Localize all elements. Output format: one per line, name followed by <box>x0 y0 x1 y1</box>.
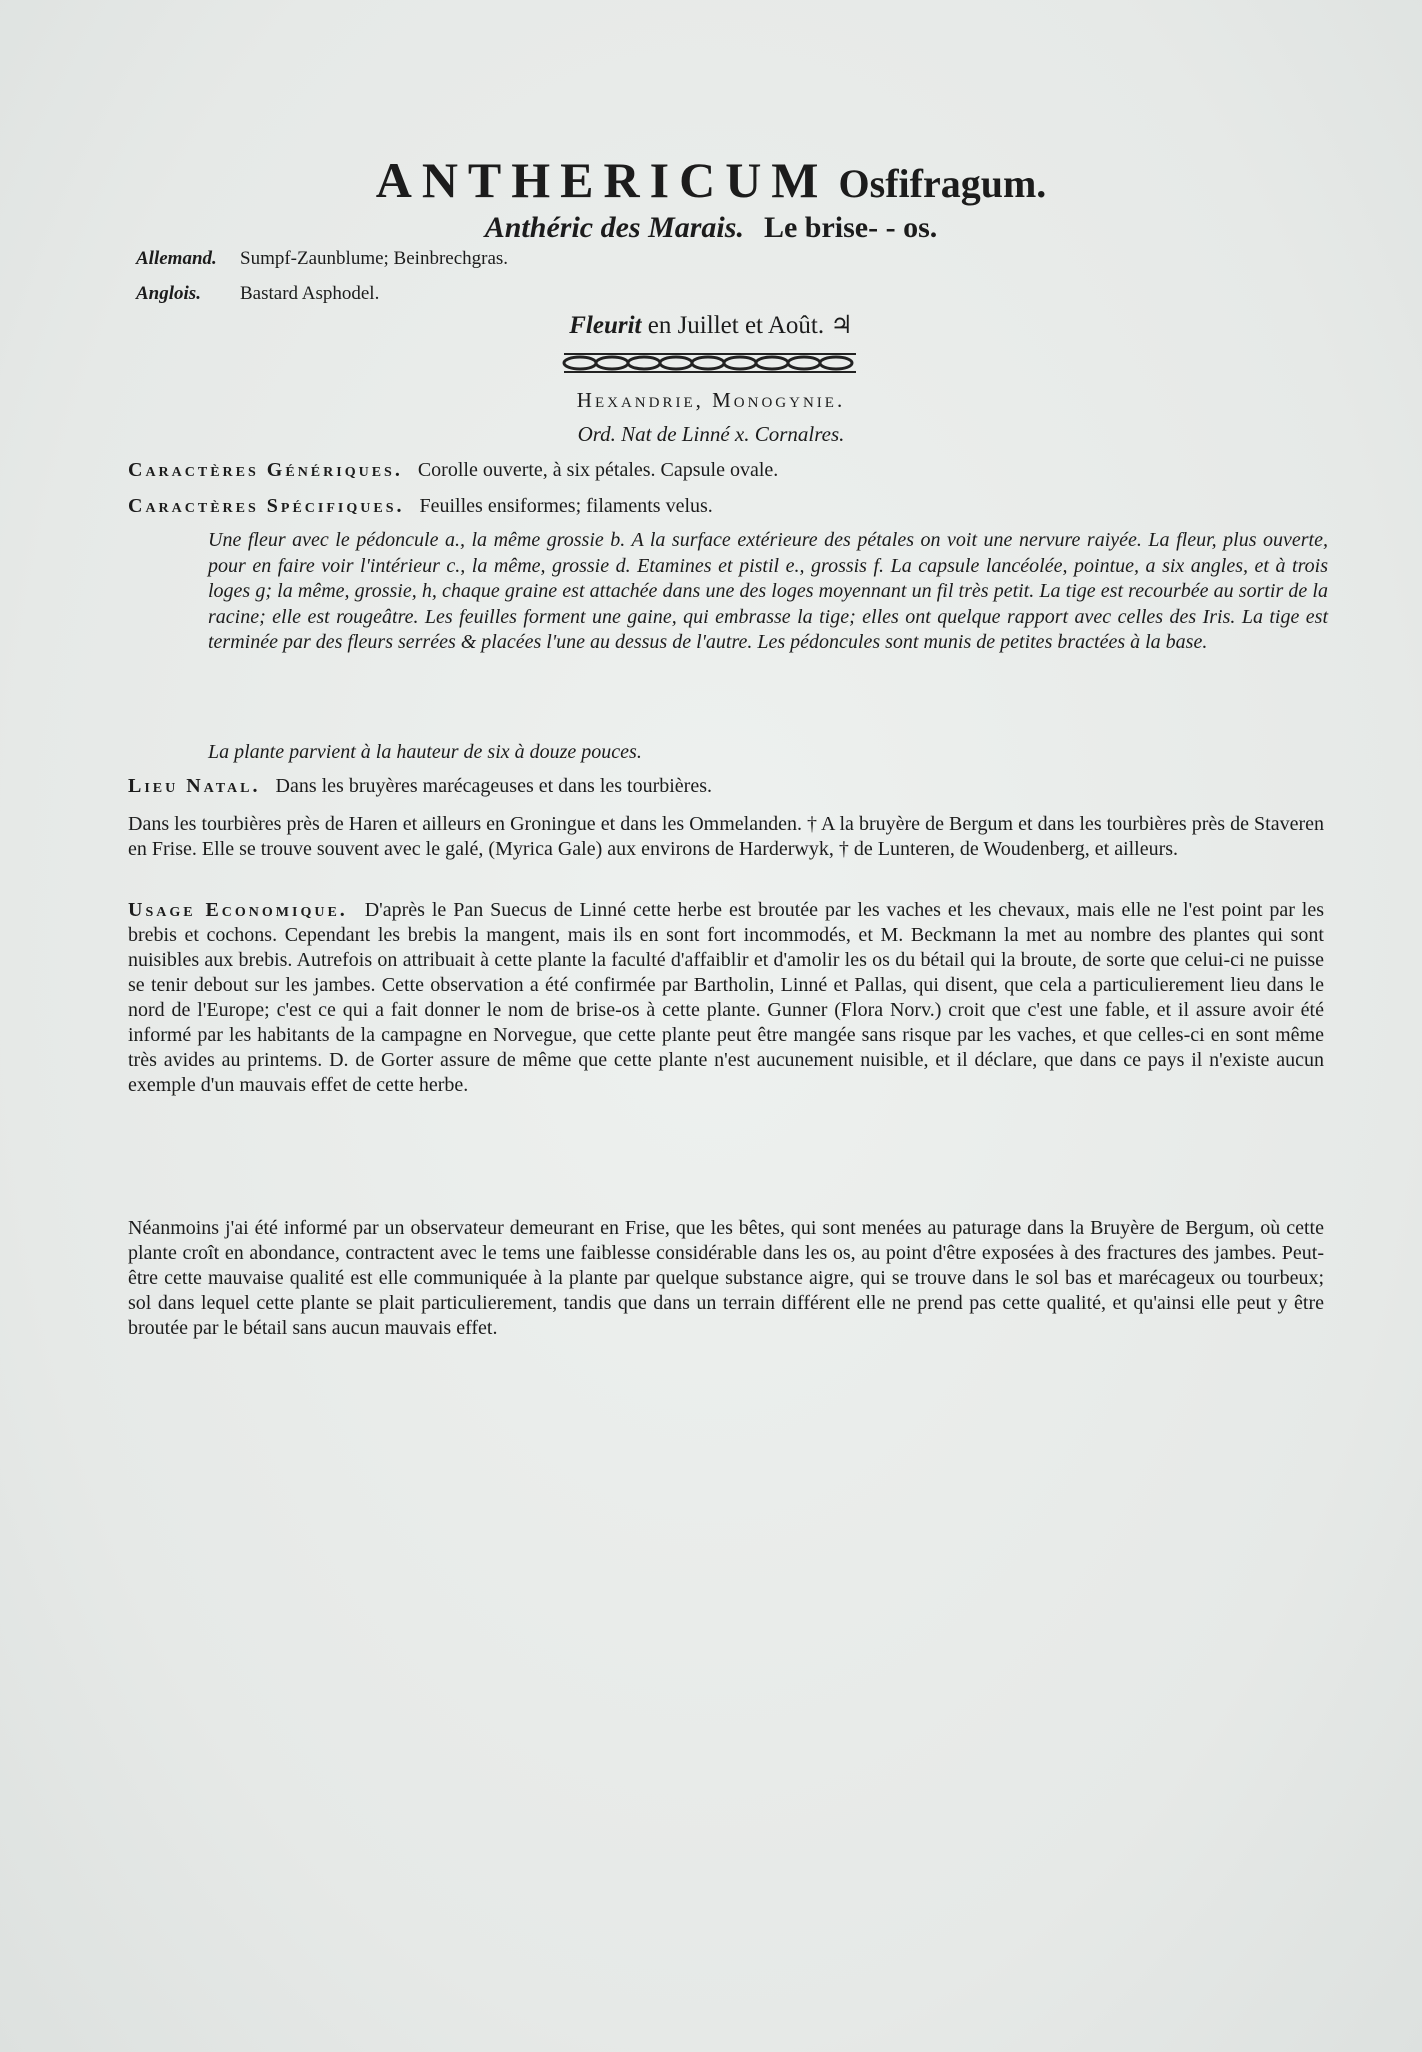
plant-description: Une fleur avec le pédoncule a., la même grossie b. A la surface extérieure des pétales on voit une nervure raiyée. La fleur, plus ouverte, pour en faire voir l'intérieur c., la même, grossie d. Etamines et pistil e., grossis f. La capsule lancéolée, pointue, a six angles, et à trois loges g; la même, grossie, h, chaque graine est attachée dans une des loges moyennant un fil très petit. La tige est recourbée au sortir de la racine; elle est rougeâtre. Les feuilles forment une gaine, qui embrasse la tige; elles ont quelque rapport avec celles des Iris. La tige est terminée par des fleurs serrées & placées l'une au dessus de l'autre. Les pédoncules sont munis de petites bractées à la base. <box>208 529 1328 654</box>
generic-label: Caractères Génériques. <box>128 459 403 481</box>
language-label: Allemand. <box>136 248 217 269</box>
ornament-divider <box>560 352 860 374</box>
habitat-detail: Dans les tourbières près de Haren et ailleurs en Groningue et dans les Ommelanden. † A la bruyère de Bergum et dans les tourbières près de Staveren en Frise. Elle se trouve souvent avec le galé, (Myrica Gale) aux environs de Harderwyk, † de Lunteren, de Woudenberg, et ailleurs. <box>128 813 1324 860</box>
name-german <box>136 246 508 272</box>
vernacular-name: Bastard Asphodel. <box>240 283 380 304</box>
genus-name: ANTHERICUM <box>375 152 829 208</box>
economic-usage <box>128 898 1324 1098</box>
language-label: Anglois. <box>136 283 201 304</box>
usage-text: D'après le Pan Suecus de Linné cette herbe est broutée par les vaches et les chevaux, mais elle ne l'est point par les brebis et cochons. Cependant les brebis la mangent, mais ils en sont fort incommodés, et M. Beckmann la met au nombre des plantes qui sont nuisibles aux brebis. Autrefois on attribuait à cette plante la faculté d'affaiblir et d'amolir les os du bétail qui la broute, de sorte que celui-ci ne puisse se tenir debout sur les jambes. Cette observation a été confirmée par Bartholin, Linné et Pallas, qui disent, que cela a particulierement lieu dans le nord de l'Europe; c'est ce qui a fait donner le nom de brise-os à cette plante. Gunner (Flora Norv.) croit que c'est une fable, et il assure avoir été informé par les habitants de la campagne en Norvegue, que cette plante peut être mangée sans risque par les vaches, et que celles-ci en sont même très avides au printems. D. de Gorter assure de même que cette plante n'est aucunement nuisible, et il déclare, que dans ce pays il n'existe aucun exemple d'un mauvais effet de cette herbe. <box>128 899 1324 1096</box>
classification-line: Hexandrie, Monogynie. <box>576 388 846 412</box>
generic-text: Corolle ouverte, à six pétales. Capsule ovale. <box>417 459 779 481</box>
flowering-text: en Juillet et Août. ♃ <box>647 312 853 339</box>
name-english <box>136 281 379 307</box>
specific-text: Feuilles ensiformes; filaments velus. <box>419 495 713 517</box>
natural-order: Ord. Nat de Linné x. Cornalres. <box>577 422 845 446</box>
french-name: Anthéric des Marais. <box>484 211 744 244</box>
page-title <box>0 150 1422 214</box>
vernacular-name: Sumpf-Zaunblume; Beinbrechgras. <box>240 248 509 269</box>
specific-characters <box>128 494 1324 519</box>
habitat-heading <box>128 774 1324 799</box>
species-name: Osfifragum. <box>838 161 1047 206</box>
height-note: La plante parvient à la hauteur de six à douze pouces. <box>208 741 642 763</box>
specific-label: Caractères Spécifiques. <box>128 495 405 517</box>
flowering-label: Fleurit <box>569 312 642 339</box>
habitat-text: Dans les bruyères marécageuses et dans les tourbières. <box>275 775 713 797</box>
generic-characters <box>128 458 1324 483</box>
habitat-label: Lieu Natal. <box>128 775 261 797</box>
flowering-time <box>0 310 1422 340</box>
usage-label: Usage Economique. <box>128 899 348 921</box>
page-subtitle <box>0 208 1422 248</box>
common-name: Le brise- - os. <box>763 211 938 244</box>
final-paragraph: Néanmoins j'ai été informé par un observateur demeurant en Frise, que les bêtes, qui sont menées au paturage dans la Bruyère de Bergum, où cette plante croît en abondance, contractent avec le tems une faiblesse considérable dans les os, au point d'être exposées à des fractures des jambes. Peut-être cette mauvaise qualité est elle communiquée à la plante par quelque substance aigre, qui se trouve dans le sol bas et marécageux ou tourbeux; sol dans lequel cette plante se plait particulierement, tandis que dans un terrain différent elle ne prend pas cette qualité, et qu'ainsi elle peut y être broutée par le bétail sans aucun mauvais effet. <box>128 1217 1324 1339</box>
